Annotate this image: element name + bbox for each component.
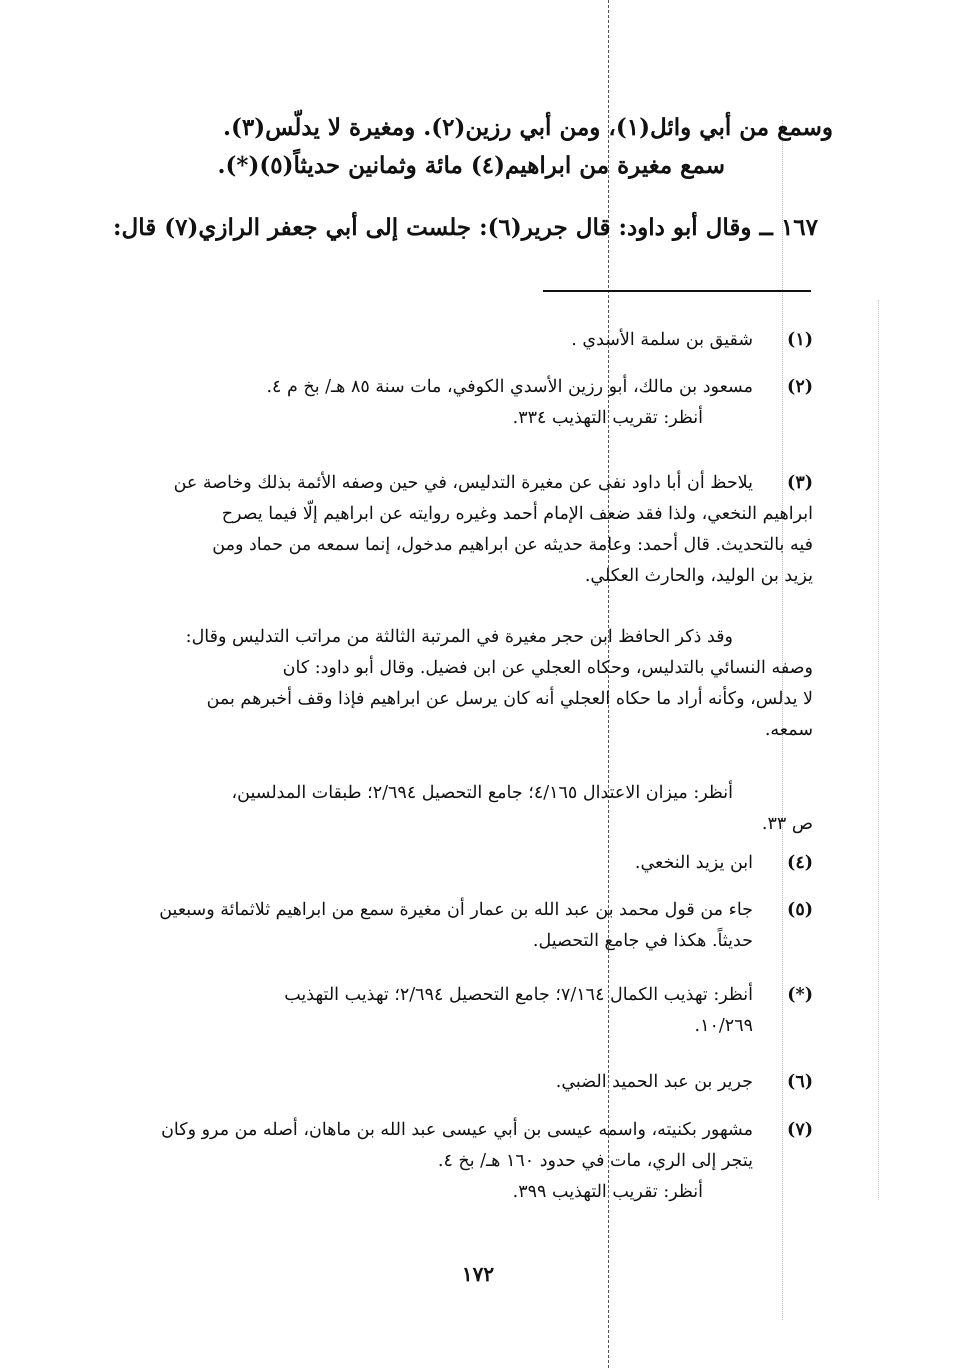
footnote-number: (٧) (787, 1120, 813, 1140)
footnote-3 (123, 468, 813, 592)
footnote-text: مشهور بكنيته، واسمه عيسى بن أبي عيسى عبد الله بن ماهان، أصله من مرو وكان (161, 1120, 753, 1140)
main-text-line-3: ١٦٧ ــ وقال أبو داود: قال جرير(٦): جلست إلى أبي جعفر الرازي(٧) قال: (113, 214, 818, 241)
footnote-reference: ص ٣٣. (761, 814, 813, 834)
footnote-text: فيه بالتحديث. قال أحمد: وعامة حديثه عن ابراهيم مدخول، إنما سمعه من حماد ومن (212, 535, 813, 555)
footnote-text: جاء من قول محمد بن عبد الله بن عمار أن مغيرة سمع من ابراهيم ثلاثمائة وسبعين (159, 900, 753, 920)
footnote-text: يزيد بن الوليد، والحارث العكلي. (584, 566, 813, 586)
footnote-2 (123, 372, 813, 434)
scan-guide-line (878, 300, 879, 1200)
footnote-text: مسعود بن مالك، أبو رزين الأسدي الكوفي، مات سنة ٨٥ هـ/ بخ م ٤. (266, 377, 753, 397)
footnote-text: سمعه. (764, 720, 813, 740)
footnote-text: ابن يزيد النخعي. (634, 853, 753, 873)
footnote-reference: أنظر: تقريب التهذيب ٣٣٤. (512, 408, 703, 428)
footnote-reference: أنظر: ميزان الاعتدال ٤/١٦٥؛ جامع التحصيل ٢/٦٩٤؛ طبقات المدلسين، (231, 783, 733, 803)
footnote-3-paragraph-2 (123, 622, 813, 746)
footnote-number: (٢) (787, 377, 813, 397)
footnote-number: (١) (787, 330, 813, 350)
footnote-1 (123, 325, 813, 356)
footnote-6 (123, 1067, 813, 1098)
footnote-number: (٣) (787, 473, 813, 493)
page-number: ١٧٢ (461, 1262, 495, 1286)
footnote-number: (٥) (787, 900, 813, 920)
footnote-reference: أنظر: تهذيب الكمال ٧/١٦٤؛ جامع التحصيل ٢/٦٩٤؛ تهذيب التهذيب (284, 985, 753, 1005)
footnote-reference: أنظر: تقريب التهذيب ٣٩٩. (512, 1182, 703, 1202)
footnote-number: (*) (787, 985, 813, 1005)
footnote-reference: ١٠/٢٦٩. (694, 1016, 753, 1036)
footnote-text: ابراهيم النخعي، ولذا فقد ضعف الإمام أحمد وغيره روايته عن ابراهيم إلّا فيما يصرح (221, 504, 813, 524)
footnote-number: (٦) (787, 1072, 813, 1092)
footnote-7 (123, 1115, 813, 1208)
main-text-line-2: سمع مغيرة من ابراهيم(٤) مائة وثمانين حديثاً(٥)(*). (217, 152, 725, 179)
footnote-4 (123, 848, 813, 879)
footnote-5 (123, 895, 813, 957)
footnote-text: وقد ذكر الحافظ ابن حجر مغيرة في المرتبة الثالثة من مراتب التدليس وقال: (185, 627, 733, 647)
footnote-number: (٤) (787, 853, 813, 873)
footnote-text: يتجر إلى الري، مات في حدود ١٦٠ هـ/ بخ ٤. (437, 1151, 753, 1171)
footnote-text: وصفه النسائي بالتدليس، وحكاه العجلي عن ابن فضيل. وقال أبو داود: كان (282, 658, 813, 678)
footnote-text: لا يدلس، وكأنه أراد ما حكاه العجلي أنه كان يرسل عن ابراهيم فإذا وقف أخبرهم بمن (206, 689, 813, 709)
footnote-text: يلاحظ أن أبا داود نفى عن مغيرة التدليس، في حين وصفه الأئمة بذلك وخاصة عن (173, 473, 753, 493)
footnote-text: جرير بن عبد الحميد الضبي. (555, 1072, 753, 1092)
footnote-text: شقيق بن سلمة الأسدي . (571, 330, 753, 350)
footnote-3-paragraph-3 (123, 778, 813, 840)
footnote-star (123, 980, 813, 1042)
footnote-text: حديثاً. هكذا في جامع التحصيل. (532, 931, 753, 951)
main-text-line-1: وسمع من أبي وائل(١)، ومن أبي رزين(٢). ومغيرة لا يدلّس(٣). (222, 114, 833, 141)
footnote-separator (543, 290, 811, 292)
